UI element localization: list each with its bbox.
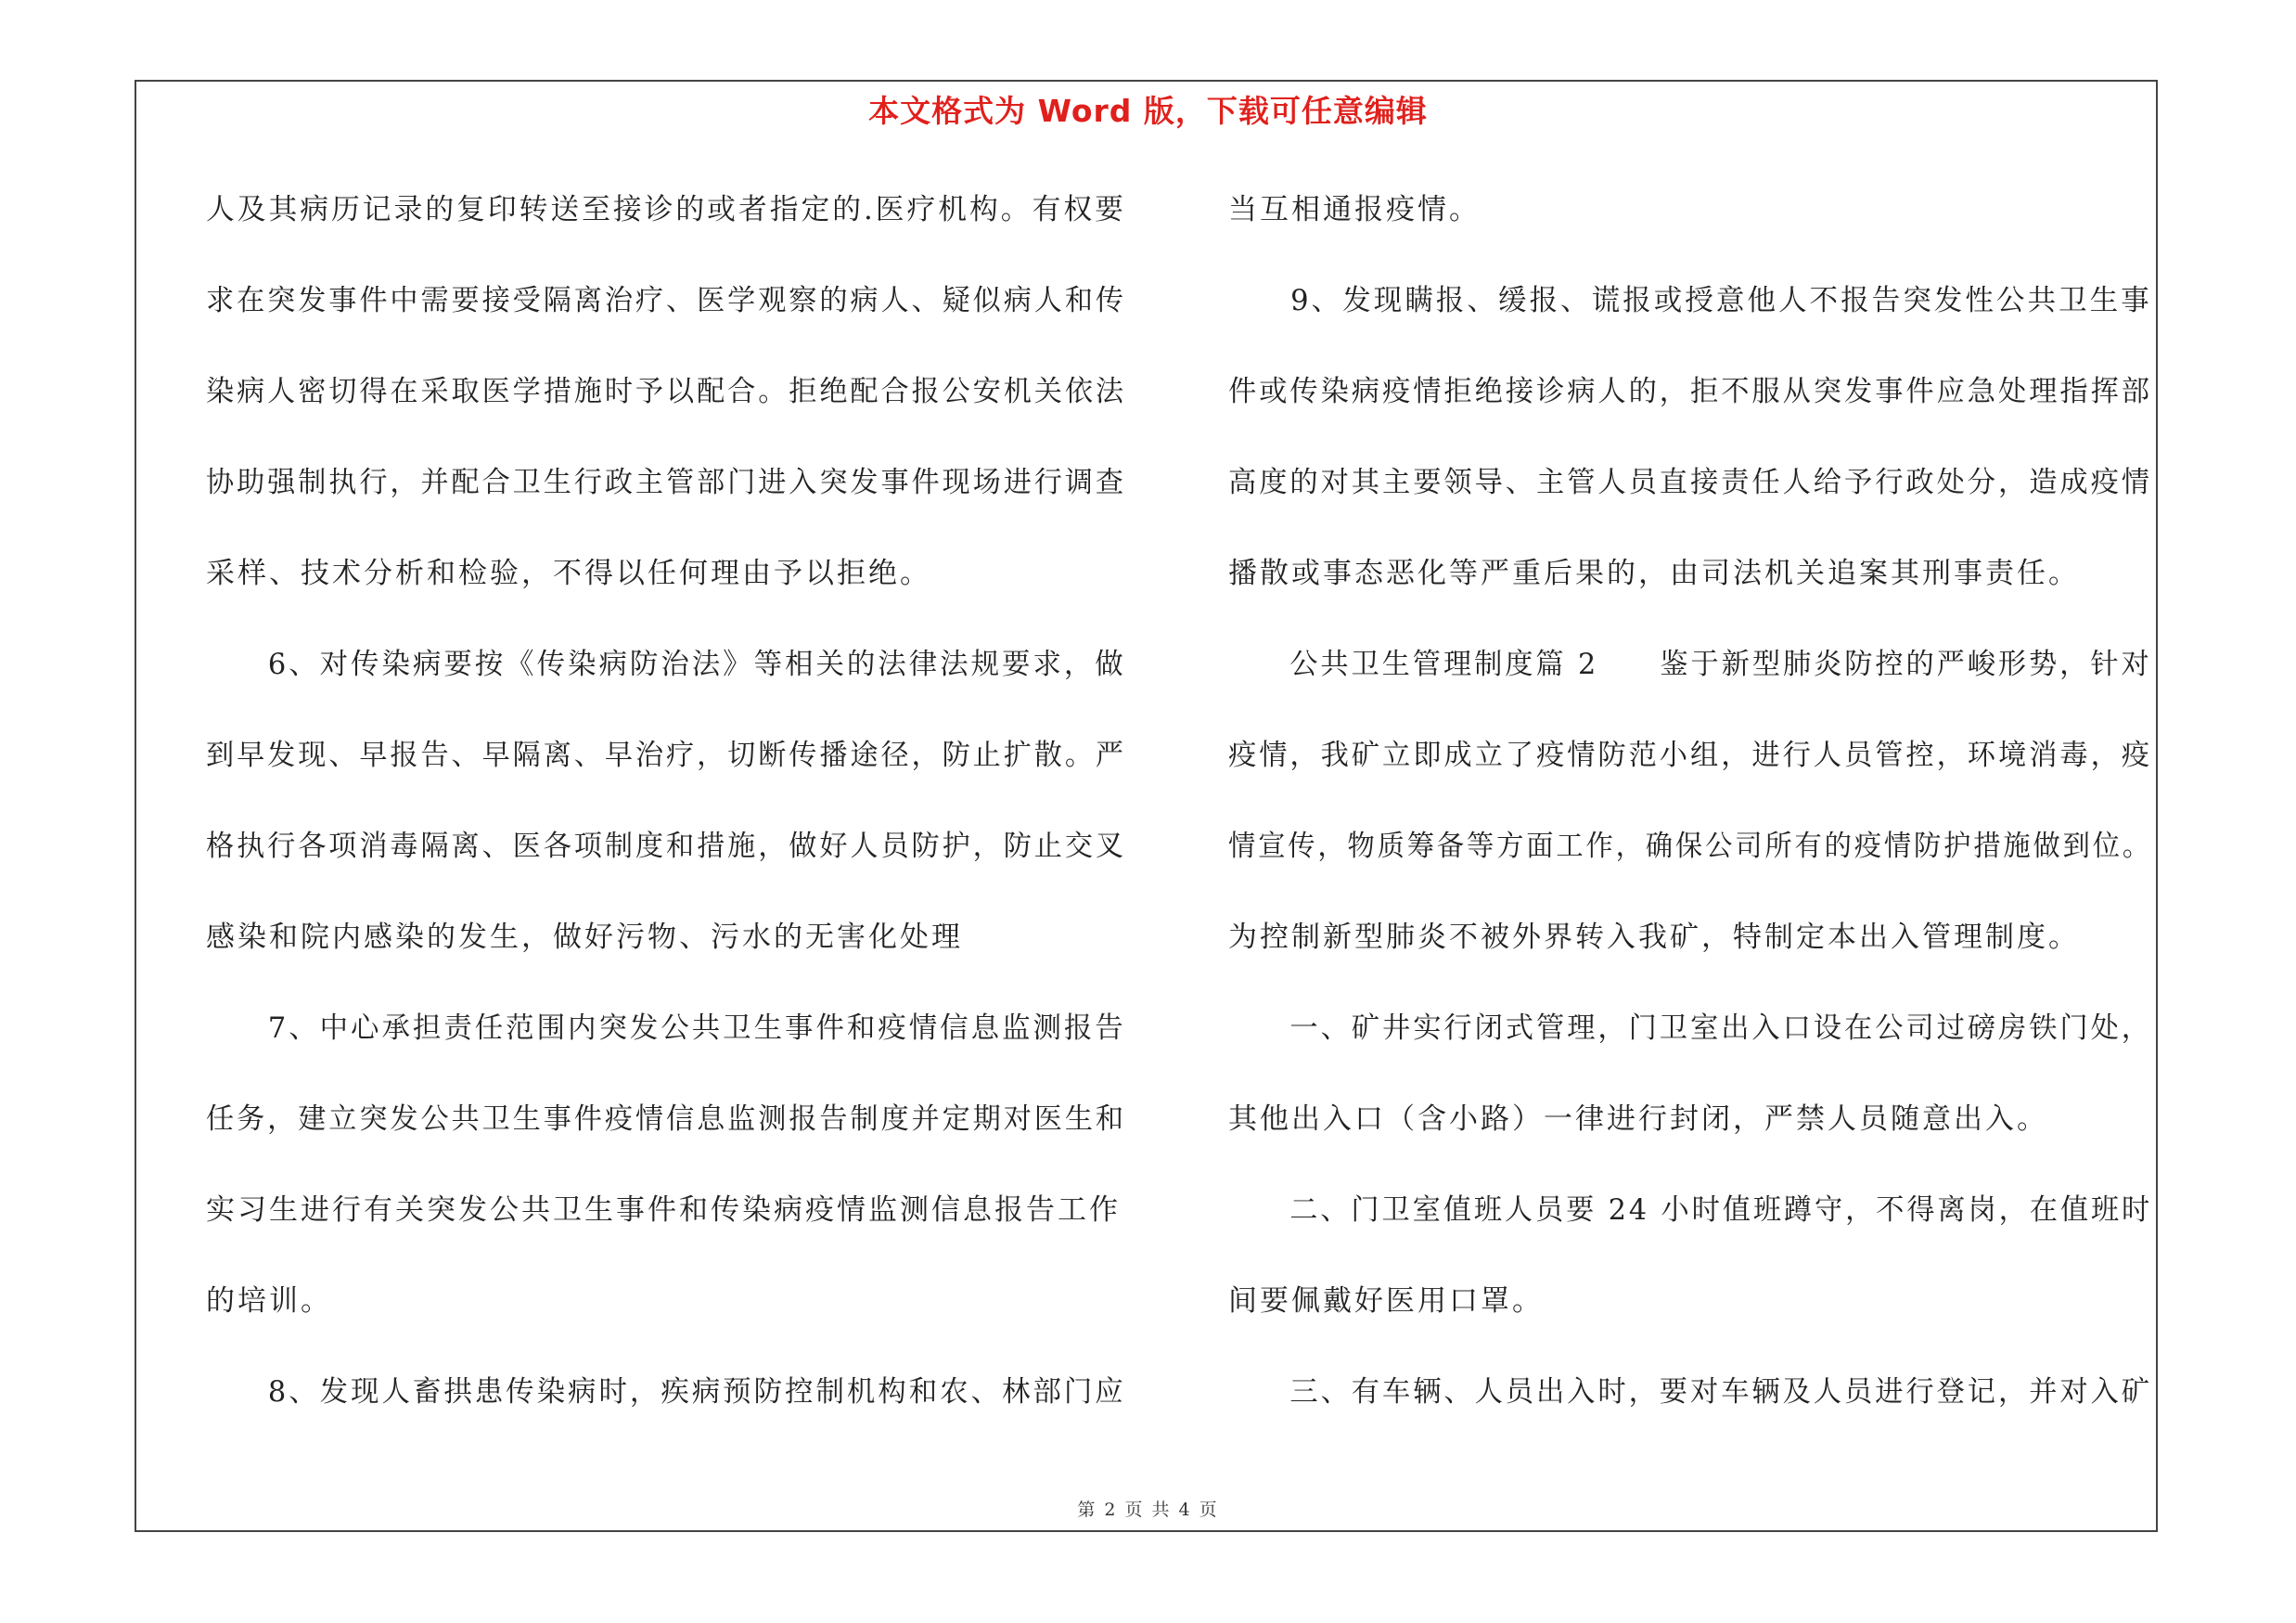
text-line: 公共卫生管理制度篇 2 鉴于新型肺炎防控的严峻形势，针对: [1228, 648, 2152, 681]
text-line: 实习生进行有关突发公共卫生事件和传染病疫情监测信息报告工作: [206, 1193, 1121, 1227]
text-line: 采样、技术分析和检验，不得以任何理由予以拒绝。: [206, 557, 931, 590]
text-line: 6、对传染病要按《传染病防治法》等相关的法律法规要求，做: [206, 648, 1126, 681]
format-banner: 本文格式为 Word 版，下载可任意编辑: [868, 93, 1428, 129]
text-line: 疫情，我矿立即成立了疫情防范小组，进行人员管控，环境消毒，疫: [1228, 739, 2152, 772]
text-line: 播散或事态恶化等严重后果的，由司法机关追案其刑事责任。: [1228, 557, 2080, 590]
text-line: 7、中心承担责任范围内突发公共卫生事件和疫情信息监测报告: [206, 1011, 1126, 1045]
text-line: 9、发现瞒报、缓报、谎报或授意他人不报告突发性公共卫生事: [1228, 284, 2152, 317]
text-line: 情宣传，物质筹备等方面工作，确保公司所有的疫情防护措施做到位。: [1228, 830, 2152, 863]
text-line: 件或传染病疫情拒绝接诊病人的，拒不服从突发事件应急处理指挥部: [1228, 375, 2152, 408]
text-line: 其他出入口（含小路）一律进行封闭，严禁人员随意出入。: [1228, 1102, 2048, 1136]
text-line: 高度的对其主要领导、主管人员直接责任人给予行政处分，造成疫情: [1228, 466, 2152, 499]
text-line: 的培训。: [206, 1284, 332, 1318]
text-line: 为控制新型肺炎不被外界转入我矿，特制定本出入管理制度。: [1228, 921, 2080, 954]
text-line: 感染和院内感染的发生，做好污物、污水的无害化处理: [206, 921, 963, 954]
text-line: 间要佩戴好医用口罩。: [1228, 1284, 1544, 1318]
text-line: 当互相通报疫情。: [1228, 193, 1481, 226]
text-line: 人及其病历记录的复印转送至接诊的或者指定的.医疗机构。有权要: [206, 193, 1126, 226]
text-line: 一、矿井实行闭式管理，门卫室出入口设在公司过磅房铁门处，: [1228, 1011, 2152, 1045]
text-line: 求在突发事件中需要接受隔离治疗、医学观察的病人、疑似病人和传: [206, 284, 1126, 317]
text-line: 任务，建立突发公共卫生事件疫情信息监测报告制度并定期对医生和: [206, 1102, 1126, 1136]
page-number: 第 2 页 共 4 页: [1077, 1500, 1219, 1520]
text-line: 到早发现、早报告、早隔离、早治疗，切断传播途径，防止扩散。严: [206, 739, 1126, 772]
text-line: 协助强制执行，并配合卫生行政主管部门进入突发事件现场进行调查: [206, 466, 1126, 499]
text-line: 格执行各项消毒隔离、医各项制度和措施，做好人员防护，防止交叉: [206, 830, 1126, 863]
text-line: 染病人密切得在采取医学措施时予以配合。拒绝配合报公安机关依法: [206, 375, 1126, 408]
text-line: 8、发现人畜拱患传染病时，疾病预防控制机构和农、林部门应: [206, 1375, 1126, 1409]
text-line: 三、有车辆、人员出入时，要对车辆及人员进行登记，并对入矿: [1228, 1375, 2152, 1409]
text-line: 二、门卫室值班人员要 24 小时值班蹲守，不得离岗，在值班时: [1228, 1193, 2153, 1227]
